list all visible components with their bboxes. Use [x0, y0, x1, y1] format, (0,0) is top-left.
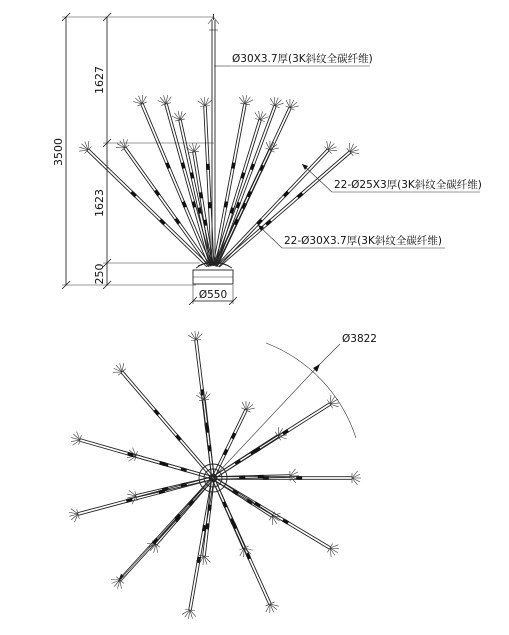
- branch-rod-12-tip-tuft: [347, 143, 359, 156]
- plan-spoke-12-joint: [126, 498, 133, 503]
- plan-spoke-4-tip-tuft: [242, 401, 255, 412]
- branch-rod-8-joint: [250, 163, 255, 170]
- plan-spoke-3-joint: [207, 445, 211, 451]
- plan-spoke-16: [212, 477, 279, 613]
- plan-spoke-1-tip-tuft: [188, 331, 202, 341]
- branch-rod-9-tip-tuft: [285, 99, 298, 110]
- plan-diameter-leader-ext: [320, 344, 340, 364]
- plan-diameter-arc: [266, 343, 356, 438]
- plan-spoke-2-joint: [175, 434, 182, 441]
- branch-rod-11-tip-tuft: [324, 141, 337, 153]
- dim-plan-diameter: Ø3822: [342, 333, 377, 345]
- branch-rod-2-joint: [174, 218, 180, 225]
- dim-base-height: 250: [93, 263, 106, 285]
- dim-base-diameter: Ø550: [198, 289, 228, 301]
- callout-branch-b: 22-Ø30X3.7厚(3K斜纹全碳纤维): [284, 235, 442, 247]
- plan-spoke-19-joint: [207, 504, 211, 510]
- branch-rod-4-tip-tuft: [158, 95, 172, 105]
- plan-view: [69, 331, 377, 619]
- plan-spoke-10-joint: [159, 461, 166, 466]
- branch-rod-5-joint: [199, 192, 204, 198]
- plan-spoke-7: [213, 471, 361, 485]
- plan-diameter-arrow: [313, 364, 320, 372]
- plan-spoke-3-tip-tuft: [196, 391, 210, 401]
- branch-rod-7-joint: [231, 162, 236, 169]
- branch-rod-6-joint: [208, 202, 212, 208]
- branch-rod-13-tip-tuft: [255, 111, 268, 121]
- plan-spokes: [69, 331, 361, 619]
- branch-rod-14-joint: [190, 172, 195, 179]
- branch-rod-14-tip-tuft: [172, 111, 186, 121]
- branch-rod-7: [213, 95, 253, 266]
- branch-rod-7-joint: [224, 201, 229, 208]
- plan-spoke-10-tip-tuft: [71, 432, 81, 446]
- branch-rod-4-joint: [191, 201, 196, 208]
- plan-spoke-3-joint: [205, 426, 209, 432]
- dim-total-height: 3500: [52, 138, 65, 166]
- branch-rod-11-joint: [283, 191, 290, 198]
- plan-diameter-leader: [213, 364, 320, 478]
- branch-rod-11-joint: [256, 219, 263, 226]
- plan-spoke-8-joint: [258, 475, 264, 479]
- branch-rod-7-tip-tuft: [239, 95, 253, 105]
- plan-spoke-12-joint: [158, 489, 165, 494]
- plan-spoke-2-joint: [153, 409, 160, 416]
- plan-spoke-6-joint: [282, 429, 289, 435]
- branch-rod-8-tip-tuft: [270, 97, 283, 108]
- plan-spoke-8-tip-tuft: [290, 469, 299, 483]
- callout-branch-a: 22-Ø25X3厚(3K斜纹全碳纤维): [334, 179, 482, 191]
- plan-spoke-9: [127, 448, 213, 480]
- plan-spoke-2-tip-tuft: [113, 363, 126, 375]
- plan-spoke-19-joint: [205, 523, 209, 529]
- branch-rod-6-tip-tuft: [198, 97, 212, 106]
- dim-upper-segment: 1627: [93, 66, 106, 94]
- branch-rod-3-tip-tuft: [133, 95, 146, 106]
- dim-ticks: [62, 13, 111, 289]
- elevation-view: [52, 13, 482, 305]
- plan-spoke-4-joint: [231, 432, 237, 439]
- branch-rod-2-joint: [154, 189, 160, 196]
- plan-spoke-13: [212, 477, 281, 525]
- dim-middle-segment: 1623: [93, 189, 106, 217]
- plan-spoke-7-tip-tuft: [352, 471, 361, 485]
- plan-spoke-20-tip-tuft: [111, 577, 124, 589]
- branch-rod-1-joint: [159, 219, 166, 226]
- plan-spoke-12-tip-tuft: [69, 509, 79, 523]
- branch-rod-4-joint: [181, 162, 186, 169]
- branch-rod-12-joint: [265, 219, 272, 226]
- plan-spoke-10-joint: [127, 452, 134, 457]
- plan-spoke-8-joint: [239, 475, 245, 479]
- plan-spoke-2: [113, 363, 214, 479]
- branch-rod-13-joint: [240, 172, 245, 179]
- plan-spoke-4-joint: [223, 449, 229, 456]
- plan-spoke-16-tip-tuft: [265, 602, 278, 613]
- plan-spoke-17-tip-tuft: [182, 609, 196, 619]
- branch-rod-12-joint: [297, 192, 304, 199]
- callout-center-pole: Ø30X3.7厚(3K斜纹全碳纤维): [232, 53, 373, 65]
- branch-rod-1-joint: [130, 191, 137, 198]
- branch-rod-6-joint: [206, 164, 210, 170]
- plan-spoke-14-joint: [282, 518, 289, 524]
- branch-rod-1-tip-tuft: [79, 141, 91, 154]
